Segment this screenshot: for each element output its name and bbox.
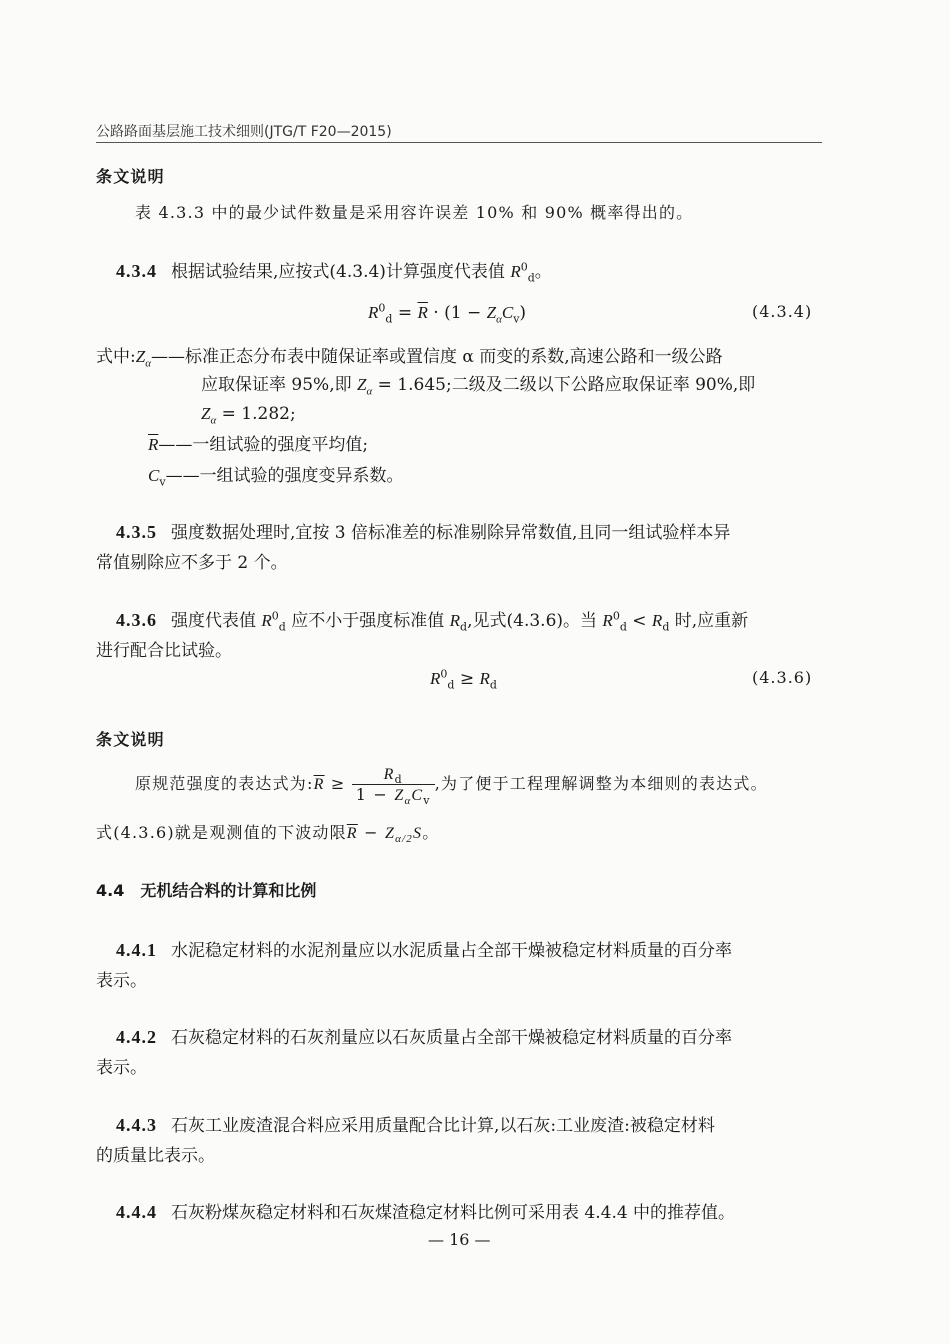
- eq-mid: · (1 −: [427, 303, 487, 323]
- clause-number: 4.4.3: [116, 1115, 157, 1135]
- clause-text: 石灰粉煤灰稳定材料和石灰煤渣稳定材料比例可采用表 4.4.4 中的推荐值。: [171, 1203, 736, 1223]
- section-4-4-heading: [96, 876, 316, 906]
- header-rule: [96, 142, 822, 143]
- eq2-r2: R: [479, 669, 490, 688]
- clause-line1: 石灰工业废渣混合料应采用质量配合比计算,以石灰:工业废渣:被稳定材料: [171, 1116, 715, 1136]
- clause-line1: 水泥稳定材料的水泥剂量应以水泥质量占全部干燥被稳定材料质量的百分率: [171, 941, 732, 961]
- def-z-line1: ——标准正态分布表中随保证率或置信度 α 而变的系数,高速公路和一级公路: [150, 347, 723, 367]
- line1b: 应不小于强度标准值: [285, 611, 450, 631]
- c2-rbar: $\overline{R}$: [313, 776, 325, 793]
- definition-z: [96, 342, 723, 372]
- eq-r: R: [368, 303, 379, 322]
- eq2-r2-sub: d: [489, 678, 497, 692]
- clause-text-end: 。: [534, 262, 552, 282]
- commentary-text: 表 4.3.3 中的最少试件数量是采用容许误差 10% 和 90% 概率得出的。: [135, 203, 694, 222]
- clause-line1: 石灰稳定材料的石灰剂量应以石灰质量占全部干燥被稳定材料质量的百分率: [171, 1028, 732, 1048]
- fraction: [352, 764, 435, 808]
- c2-z: Z: [384, 825, 396, 842]
- r1-sub: d: [278, 620, 286, 634]
- commentary-heading: 条文说明: [96, 730, 165, 749]
- c2-rbar2: $\overline{R}$: [346, 825, 358, 842]
- def-z-line3: = 1.282;: [216, 404, 296, 424]
- clause-4-4-1: [116, 935, 732, 966]
- eq2-sup: 0: [440, 667, 448, 681]
- def-rbar: $\overline{R}$: [148, 435, 159, 454]
- definition-c: [148, 461, 404, 491]
- eq-end: ): [519, 303, 527, 323]
- eq-subd: d: [385, 312, 393, 326]
- r2: R: [449, 611, 461, 630]
- def-z2-symbol: Z: [357, 375, 367, 394]
- eq-rbar: $\overline{R}$: [417, 303, 428, 322]
- clause-number: 4.3.6: [116, 610, 157, 630]
- sub-d: d: [527, 271, 535, 285]
- c2-line1c: ,为了便于工程理解调整为本细则的表达式。: [434, 774, 768, 793]
- c2-sub-half: α/2: [395, 833, 414, 846]
- c2-s: S: [413, 825, 423, 842]
- c2-line2c: 。: [422, 823, 440, 842]
- clause-number: 4.4.4: [116, 1202, 157, 1222]
- r3-sup: 0: [612, 609, 620, 623]
- page-number: — 16 —: [428, 1230, 491, 1249]
- clause-number: 4.3.5: [116, 522, 157, 542]
- clause-4-4-3: [116, 1110, 715, 1141]
- section-title: 无机结合料的计算和比例: [140, 881, 317, 900]
- equation-number: (4.3.6): [752, 668, 813, 687]
- equation-4-3-6: [430, 664, 497, 694]
- clause-4-3-6-line2: 进行配合比试验。: [96, 641, 232, 661]
- def-z-alpha: α: [145, 357, 151, 370]
- r1: R: [261, 611, 272, 630]
- clause-4-3-6: [116, 605, 748, 636]
- frac-den-a: 1 −: [355, 785, 395, 804]
- frac-c: C: [411, 787, 424, 804]
- r3: R: [602, 611, 613, 630]
- eq-z: Z: [486, 303, 497, 322]
- frac-v: v: [423, 794, 431, 808]
- definition-z-line3: [201, 399, 296, 429]
- def-z-line2a: 应取保证率 95%,即: [201, 375, 357, 395]
- c2-minus: −: [357, 823, 385, 842]
- r4: R: [651, 611, 663, 630]
- eq-alpha: α: [496, 313, 502, 326]
- fraction-denominator: [352, 784, 435, 808]
- eq-v: v: [513, 312, 520, 326]
- clause-4-3-5: [116, 517, 730, 548]
- frac-z: Z: [394, 787, 405, 804]
- c2-line1a: 原规范强度的表达式为:: [135, 774, 314, 793]
- def-z2-alpha: α: [366, 385, 373, 398]
- eq2-sub: d: [447, 678, 455, 692]
- def-c-symbol: C: [148, 466, 160, 485]
- eq-c: C: [501, 303, 514, 322]
- commentary-heading: 条文说明: [96, 167, 165, 186]
- c2-ge: ≥: [324, 774, 352, 793]
- r3-sub: d: [619, 620, 627, 634]
- clause-4-4-2: [116, 1022, 732, 1053]
- clause-4-4-3-line2: 的质量比表示。: [96, 1146, 215, 1166]
- equation-number: (4.3.4): [752, 302, 813, 321]
- commentary-2-line2: [96, 820, 440, 846]
- clause-4-4-2-line2: 表示。: [96, 1058, 147, 1078]
- equation-4-3-4: [368, 298, 526, 328]
- symbol-r: R: [510, 262, 521, 281]
- def-r-text: ——一组试验的强度平均值;: [158, 435, 369, 455]
- def-z3-symbol: Z: [201, 404, 211, 423]
- definition-r: [148, 430, 368, 460]
- clause-4-4-4: [116, 1197, 735, 1228]
- clause-4-3-5-line2: 常值剔除应不多于 2 个。: [96, 553, 288, 573]
- def-z3-alpha: α: [210, 414, 217, 427]
- clause-line1: 强度数据处理时,宜按 3 倍标准差的标准剔除异常数值,且同一组试验样本异: [171, 523, 731, 543]
- sup-0: 0: [520, 260, 528, 274]
- definition-z-line2: [201, 370, 755, 400]
- def-z-line2b: = 1.645;二级及二级以下公路应取保证率 90%,即: [372, 375, 756, 395]
- clause-4-4-1-line2: 表示。: [96, 971, 147, 991]
- frac-d: d: [394, 773, 403, 787]
- r4-sub: d: [662, 620, 670, 634]
- frac-alpha: α: [404, 795, 412, 808]
- eq2-rel: ≥: [454, 669, 480, 689]
- frac-r: R: [383, 766, 395, 783]
- clause-number: 4.3.4: [116, 261, 157, 281]
- eq2-r: R: [430, 669, 441, 688]
- clause-number: 4.4.2: [116, 1027, 157, 1047]
- clause-text: 根据试验结果,应按式(4.3.4)计算强度代表值: [171, 262, 511, 282]
- where-prefix: 式中:: [96, 347, 136, 367]
- running-header: 公路路面基层施工技术细则(JTG/T F20—2015): [96, 124, 392, 140]
- line1e: 时,应重新: [669, 611, 749, 631]
- def-c-text: ——一组试验的强度变异系数。: [165, 466, 404, 486]
- commentary-2-line1: [135, 764, 768, 808]
- fraction-numerator: [352, 764, 435, 787]
- line1c: ,见式(4.3.6)。当: [467, 611, 603, 631]
- line1d: <: [626, 611, 652, 631]
- line1a: 强度代表值: [171, 611, 262, 631]
- section-number: 4.4: [96, 881, 125, 900]
- eq-sup0: 0: [378, 301, 386, 315]
- r1-sup: 0: [271, 609, 279, 623]
- clause-number: 4.4.1: [116, 940, 157, 960]
- eq-equals: =: [392, 303, 418, 323]
- clause-4-3-4: [116, 256, 552, 287]
- c2-line2a: 式(4.3.6)就是观测值的下波动限: [96, 823, 347, 842]
- def-c-v: v: [159, 475, 166, 489]
- r2-sub: d: [460, 620, 468, 634]
- def-z-symbol: Z: [135, 347, 146, 366]
